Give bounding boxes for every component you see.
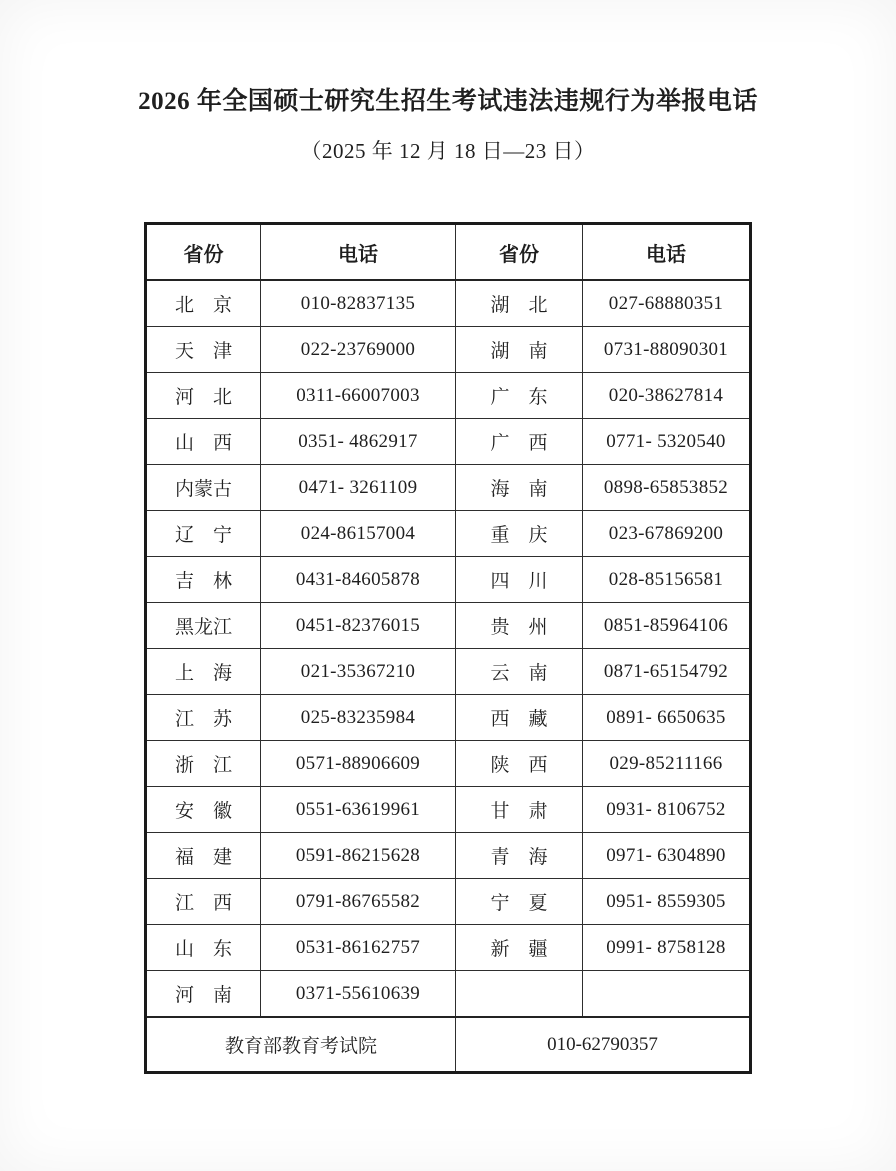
page-subtitle: （2025 年 12 月 18 日—23 日） — [300, 139, 596, 163]
table-row — [146, 879, 751, 925]
table-row — [146, 465, 751, 511]
phone-cell: 0991- 8758128 — [583, 925, 751, 971]
phone-cell: 0851-85964106 — [583, 603, 751, 649]
phone-cell: 0871-65154792 — [583, 649, 751, 695]
province-cell — [456, 971, 583, 1018]
table-row — [146, 695, 751, 741]
table-row — [146, 511, 751, 557]
province-cell: 青 海 — [456, 833, 583, 879]
table-row — [146, 833, 751, 879]
table-row — [146, 649, 751, 695]
province-cell: 山 东 — [146, 925, 261, 971]
phone-cell: 0551-63619961 — [261, 787, 456, 833]
phone-cell: 0731-88090301 — [583, 327, 751, 373]
province-cell: 西 藏 — [456, 695, 583, 741]
table-row — [146, 925, 751, 971]
province-cell: 海 南 — [456, 465, 583, 511]
province-cell: 湖 南 — [456, 327, 583, 373]
phone-cell: 021-35367210 — [261, 649, 456, 695]
province-cell: 贵 州 — [456, 603, 583, 649]
province-cell: 甘 肃 — [456, 787, 583, 833]
province-cell: 河 北 — [146, 373, 261, 419]
province-cell: 宁 夏 — [456, 879, 583, 925]
phone-cell: 0591-86215628 — [261, 833, 456, 879]
phone-cell: 0931- 8106752 — [583, 787, 751, 833]
table-row — [146, 557, 751, 603]
province-cell: 内蒙古 — [146, 465, 261, 511]
phone-cell: 0971- 6304890 — [583, 833, 751, 879]
province-cell: 四 川 — [456, 557, 583, 603]
phone-cell — [583, 971, 751, 1018]
header-phone-left: 电话 — [261, 224, 456, 281]
phone-cell: 0371-55610639 — [261, 971, 456, 1018]
province-cell: 广 东 — [456, 373, 583, 419]
phone-cell: 0451-82376015 — [261, 603, 456, 649]
province-cell: 吉 林 — [146, 557, 261, 603]
phone-cell: 0431-84605878 — [261, 557, 456, 603]
phone-cell: 0351- 4862917 — [261, 419, 456, 465]
province-cell: 天 津 — [146, 327, 261, 373]
phone-cell: 027-68880351 — [583, 280, 751, 327]
province-cell: 云 南 — [456, 649, 583, 695]
phone-cell: 0791-86765582 — [261, 879, 456, 925]
phone-cell: 0571-88906609 — [261, 741, 456, 787]
province-cell: 上 海 — [146, 649, 261, 695]
phone-cell: 0311-66007003 — [261, 373, 456, 419]
province-cell: 福 建 — [146, 833, 261, 879]
table-row — [146, 280, 751, 327]
phone-cell: 0531-86162757 — [261, 925, 456, 971]
table-header-row — [146, 224, 751, 281]
phone-cell: 022-23769000 — [261, 327, 456, 373]
footer-organization-cell: 教育部教育考试院 — [146, 1017, 456, 1073]
phone-cell: 020-38627814 — [583, 373, 751, 419]
province-cell: 湖 北 — [456, 280, 583, 327]
table-footer-row — [146, 1017, 751, 1073]
table-row — [146, 603, 751, 649]
phone-cell: 029-85211166 — [583, 741, 751, 787]
province-cell: 北 京 — [146, 280, 261, 327]
province-cell: 重 庆 — [456, 511, 583, 557]
table-row — [146, 741, 751, 787]
table-row — [146, 327, 751, 373]
phone-cell: 025-83235984 — [261, 695, 456, 741]
phone-cell: 0898-65853852 — [583, 465, 751, 511]
phone-cell: 023-67869200 — [583, 511, 751, 557]
province-cell: 广 西 — [456, 419, 583, 465]
footer-phone-cell: 010-62790357 — [456, 1017, 751, 1073]
page-title: 2026 年全国硕士研究生招生考试违法违规行为举报电话 — [138, 88, 758, 115]
province-cell: 浙 江 — [146, 741, 261, 787]
header-province-left: 省份 — [146, 224, 261, 281]
province-cell: 安 徽 — [146, 787, 261, 833]
table-row — [146, 971, 751, 1018]
province-cell: 山 西 — [146, 419, 261, 465]
phone-cell: 0891- 6650635 — [583, 695, 751, 741]
phone-cell: 024-86157004 — [261, 511, 456, 557]
province-cell: 河 南 — [146, 971, 261, 1018]
province-cell: 辽 宁 — [146, 511, 261, 557]
province-cell: 江 苏 — [146, 695, 261, 741]
table-row — [146, 373, 751, 419]
province-cell: 江 西 — [146, 879, 261, 925]
table-row — [146, 787, 751, 833]
province-cell: 陕 西 — [456, 741, 583, 787]
table-row — [146, 419, 751, 465]
phone-cell: 0771- 5320540 — [583, 419, 751, 465]
header-phone-right: 电话 — [583, 224, 751, 281]
phone-cell: 028-85156581 — [583, 557, 751, 603]
phone-cell: 0471- 3261109 — [261, 465, 456, 511]
province-cell: 新 疆 — [456, 925, 583, 971]
header-province-right: 省份 — [456, 224, 583, 281]
phone-cell: 010-82837135 — [261, 280, 456, 327]
report-phone-table — [144, 222, 752, 1074]
province-cell: 黑龙江 — [146, 603, 261, 649]
phone-cell: 0951- 8559305 — [583, 879, 751, 925]
